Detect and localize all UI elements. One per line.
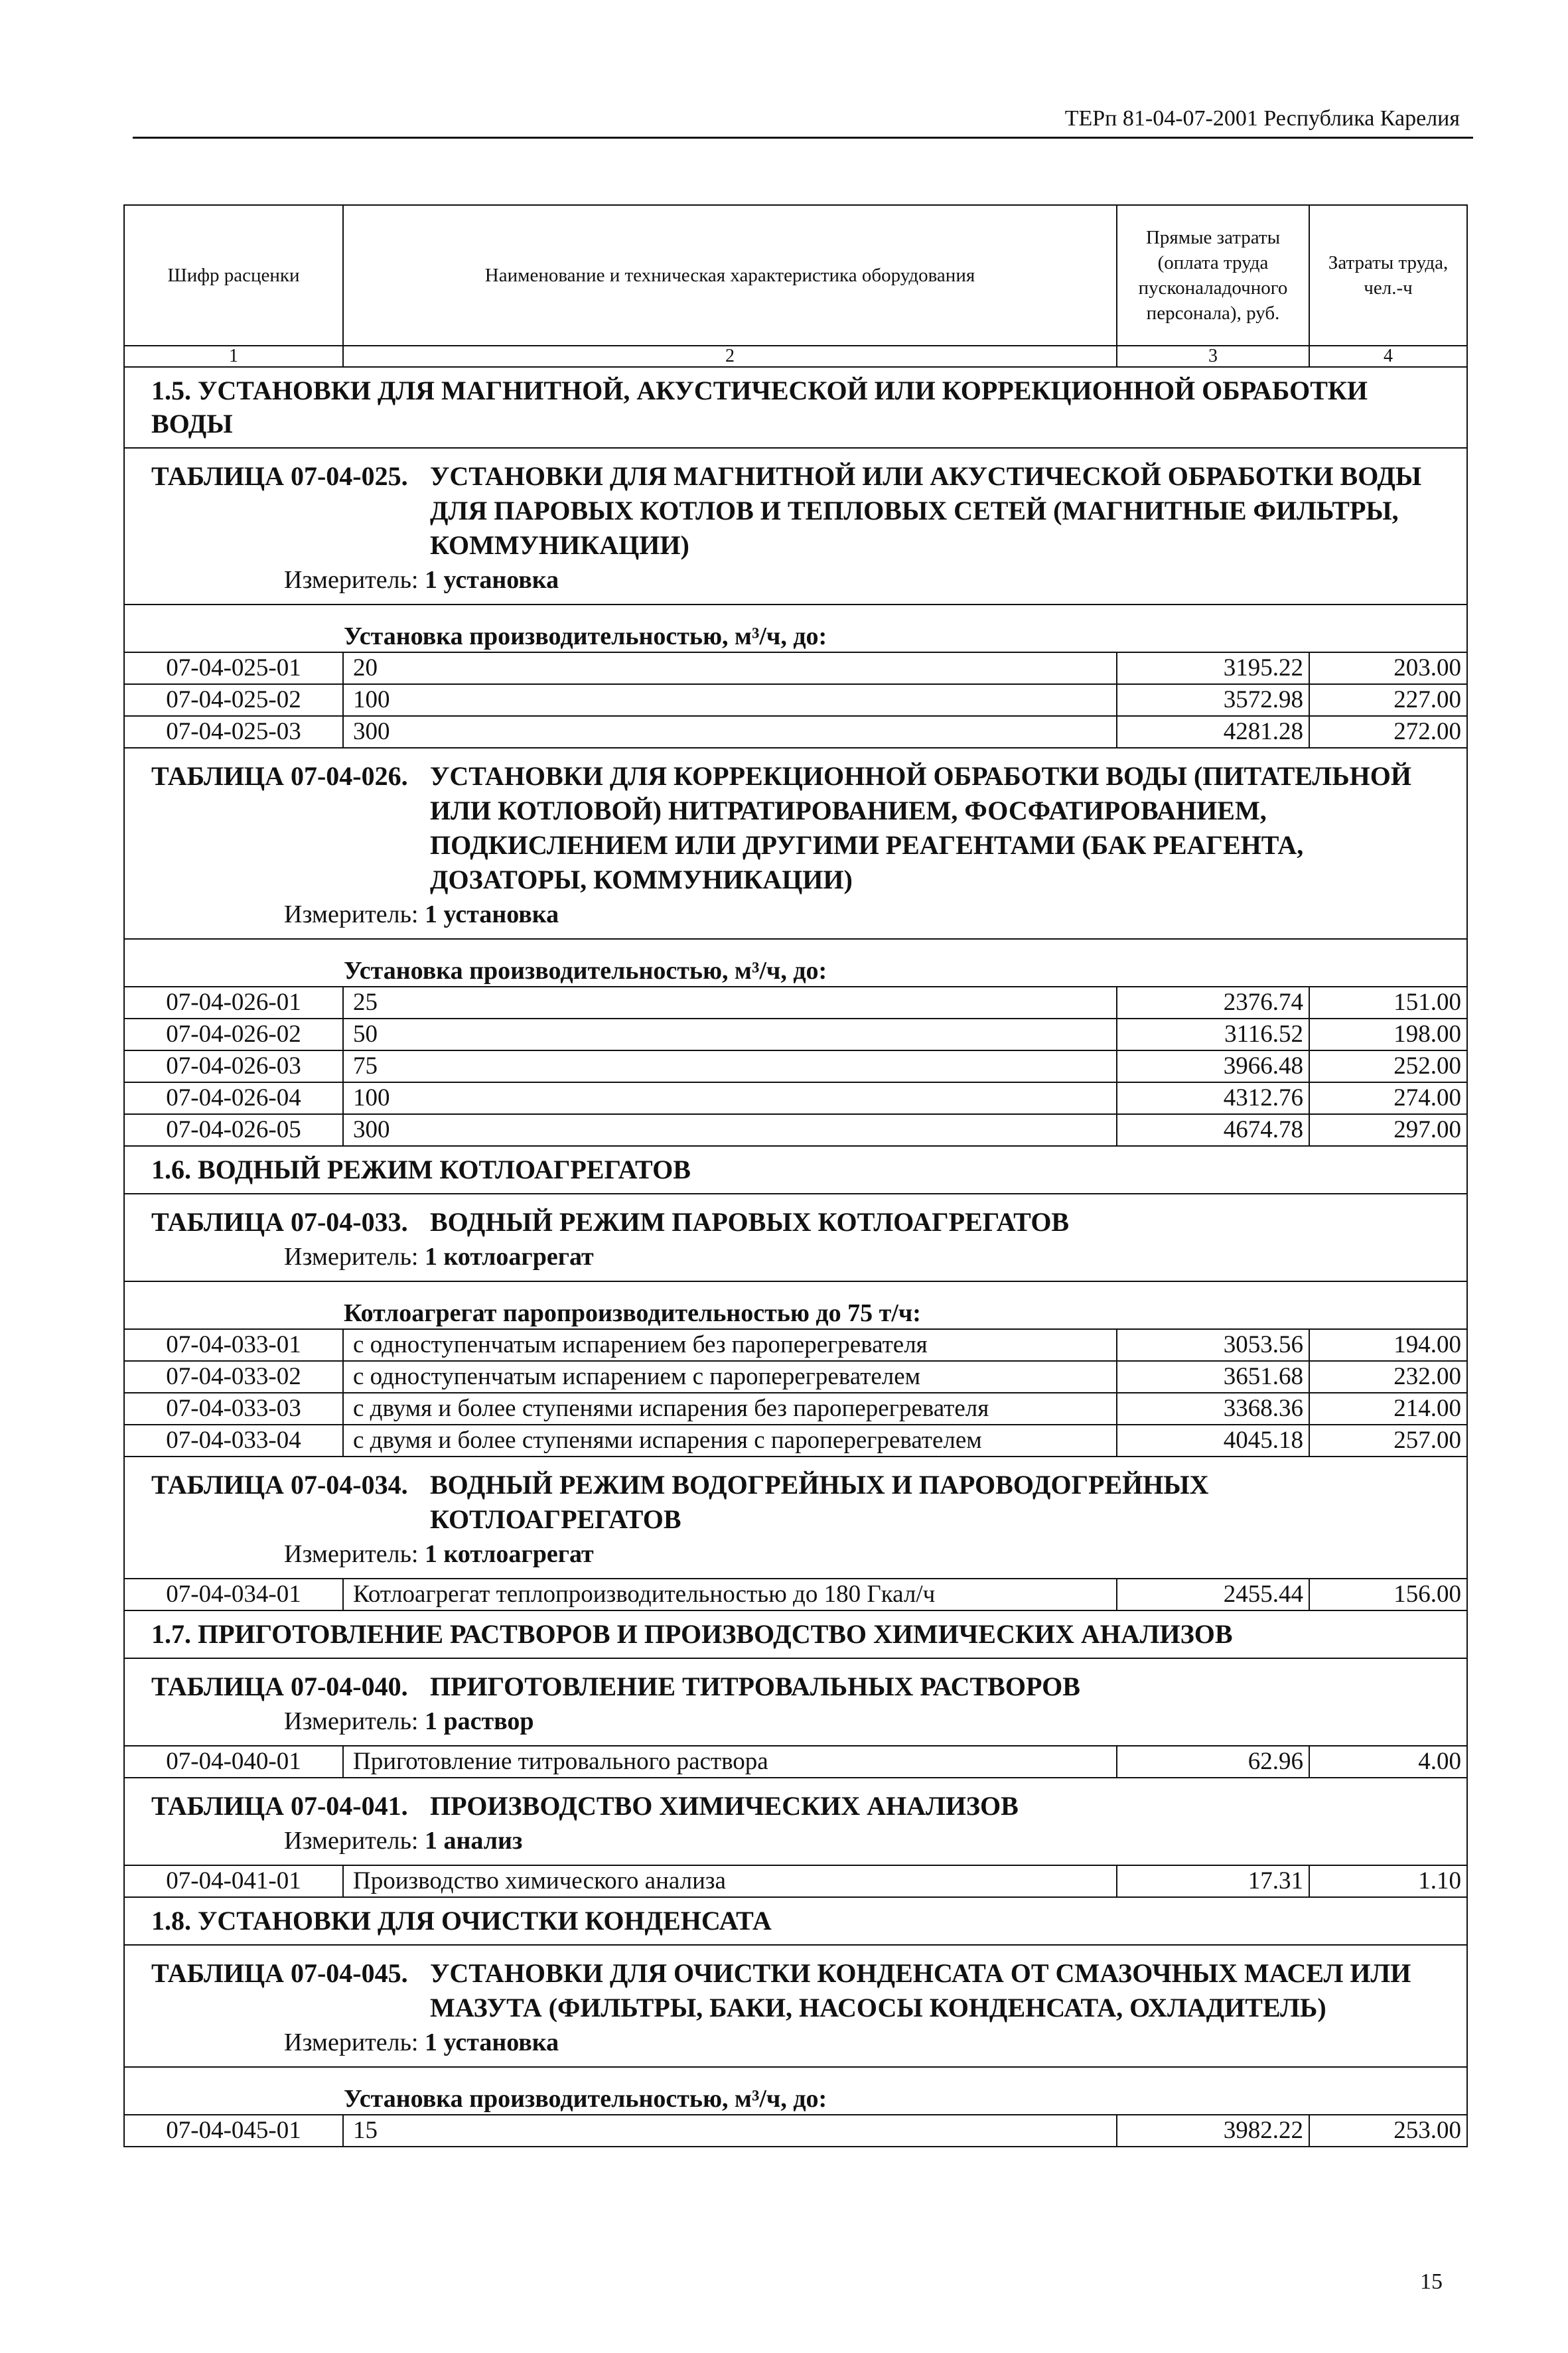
table-title: ПРИГОТОВЛЕНИЕ ТИТРОВАЛЬНЫХ РАСТВОРОВ [430, 1672, 1080, 1701]
measure-line [151, 1704, 1440, 1739]
rate-labor: 297.00 [1309, 1114, 1467, 1146]
table-row [124, 1746, 1467, 1778]
table-row [124, 1114, 1467, 1146]
table-title: ВОДНЫЙ РЕЖИМ ПАРОВЫХ КОТЛОАГРЕГАТОВ [430, 1207, 1070, 1237]
rate-cost: 3966.48 [1117, 1050, 1309, 1082]
table-row [124, 1361, 1467, 1393]
subheader: Установка производительностью, м³/ч, до: [124, 605, 1467, 652]
rate-code: 07-04-045-01 [124, 2115, 343, 2147]
measure-label: Измеритель: [284, 1827, 419, 1855]
table-heading [124, 748, 1467, 939]
table-row [124, 1050, 1467, 1082]
rate-code: 07-04-026-01 [124, 987, 343, 1019]
rate-name: Приготовление титровального раствора [343, 1746, 1117, 1778]
rate-cost: 17.31 [1117, 1865, 1309, 1897]
table-row [124, 684, 1467, 716]
subheader-row [124, 1281, 1467, 1329]
rate-cost: 4045.18 [1117, 1425, 1309, 1457]
rate-labor: 253.00 [1309, 2115, 1467, 2147]
table-number: ТАБЛИЦА 07-04-040. [151, 1672, 408, 1701]
table-heading-row [124, 1658, 1467, 1746]
measure-unit: 1 котлоагрегат [425, 1540, 594, 1568]
section-heading-row [124, 1610, 1467, 1658]
table-heading-row [124, 1945, 1467, 2067]
measure-line [151, 1537, 1440, 1571]
rate-code: 07-04-033-02 [124, 1361, 343, 1393]
rate-code: 07-04-026-04 [124, 1082, 343, 1114]
rate-labor: 198.00 [1309, 1019, 1467, 1050]
rate-name: 15 [343, 2115, 1117, 2147]
measure-line [151, 1823, 1440, 1858]
rate-code: 07-04-026-02 [124, 1019, 343, 1050]
subheader: Установка производительностью, м³/ч, до: [124, 2067, 1467, 2115]
rate-name: 50 [343, 1019, 1117, 1050]
col-number: 1 [124, 346, 343, 367]
rate-labor: 1.10 [1309, 1865, 1467, 1897]
col-number: 4 [1309, 346, 1467, 367]
table-number: ТАБЛИЦА 07-04-045. [151, 1958, 408, 1988]
rate-labor: 232.00 [1309, 1361, 1467, 1393]
measure-label: Измеритель: [284, 1540, 419, 1568]
measure-line [151, 897, 1440, 932]
rate-name: с одноступенчатым испарением с пароперегревателем [343, 1361, 1117, 1393]
running-title: ТЕРп 81-04-07-2001 Республика Карелия [1064, 106, 1460, 131]
table-title-block [151, 1468, 1440, 1537]
table-title: УСТАНОВКИ ДЛЯ МАГНИТНОЙ ИЛИ АКУСТИЧЕСКОЙ ОБРАБОТКИ ВОДЫ ДЛЯ ПАРОВЫХ КОТЛОВ И ТЕПЛОВЫХ СЕТЕЙ (МАГНИТНЫЕ ФИЛЬТРЫ, КОММУНИКАЦИИ) [430, 461, 1422, 560]
measure-label: Измеритель: [284, 566, 419, 594]
table-row [124, 1393, 1467, 1425]
table-heading-row [124, 1457, 1467, 1579]
table-title: УСТАНОВКИ ДЛЯ КОРРЕКЦИОННОЙ ОБРАБОТКИ ВОДЫ (ПИТАТЕЛЬНОЙ ИЛИ КОТЛОВОЙ) НИТРАТИРОВАНИЕМ, ФОСФАТИРОВАНИЕМ, ПОДКИСЛЕНИЕМ ИЛИ ДРУГИМИ РЕАГЕНТАМИ (БАК РЕАГЕНТА, ДОЗАТОРЫ, КОММУНИКАЦИИ) [430, 761, 1411, 894]
rate-labor: 156.00 [1309, 1579, 1467, 1610]
measure-unit: 1 установка [425, 900, 559, 928]
rate-cost: 3982.22 [1117, 2115, 1309, 2147]
rate-cost: 3572.98 [1117, 684, 1309, 716]
rate-labor: 252.00 [1309, 1050, 1467, 1082]
subheader: Котлоагрегат паропроизводительностью до 75 т/ч: [124, 1281, 1467, 1329]
rate-name: Производство химического анализа [343, 1865, 1117, 1897]
rate-cost: 3053.56 [1117, 1329, 1309, 1361]
rate-name: 75 [343, 1050, 1117, 1082]
rate-name: 300 [343, 716, 1117, 748]
table-heading-row [124, 1194, 1467, 1281]
rate-name: 100 [343, 684, 1117, 716]
rate-labor: 227.00 [1309, 684, 1467, 716]
table-row [124, 1329, 1467, 1361]
table-heading [124, 448, 1467, 605]
table-number: ТАБЛИЦА 07-04-034. [151, 1470, 408, 1500]
table-number: ТАБЛИЦА 07-04-033. [151, 1207, 408, 1237]
rate-labor: 272.00 [1309, 716, 1467, 748]
section-title: 1.7. ПРИГОТОВЛЕНИЕ РАСТВОРОВ И ПРОИЗВОДСТВО ХИМИЧЕСКИХ АНАЛИЗОВ [124, 1610, 1467, 1658]
table-title-block [151, 1205, 1440, 1240]
table-heading [124, 1778, 1467, 1865]
rate-name: с одноступенчатым испарением без пароперегревателя [343, 1329, 1117, 1361]
table-title: УСТАНОВКИ ДЛЯ ОЧИСТКИ КОНДЕНСАТА ОТ СМАЗОЧНЫХ МАСЕЛ ИЛИ МАЗУТА (ФИЛЬТРЫ, БАКИ, НАСОСЫ КОНДЕНСАТА, ОХЛАДИТЕЛЬ) [430, 1958, 1411, 2023]
table-row [124, 1082, 1467, 1114]
rate-cost: 3368.36 [1117, 1393, 1309, 1425]
rate-code: 07-04-033-01 [124, 1329, 343, 1361]
col-header-name: Наименование и техническая характеристика оборудования [343, 205, 1117, 346]
table-title: ПРОИЗВОДСТВО ХИМИЧЕСКИХ АНАЛИЗОВ [430, 1791, 1019, 1821]
rate-code: 07-04-033-03 [124, 1393, 343, 1425]
table-row [124, 716, 1467, 748]
col-header-code: Шифр расценки [124, 205, 343, 346]
rates-table [123, 204, 1468, 2147]
table-number: ТАБЛИЦА 07-04-026. [151, 761, 408, 791]
table-title-block [151, 1789, 1440, 1823]
measure-unit: 1 раствор [425, 1707, 534, 1735]
rate-cost: 2376.74 [1117, 987, 1309, 1019]
rate-code: 07-04-025-03 [124, 716, 343, 748]
rate-labor: 274.00 [1309, 1082, 1467, 1114]
col-header-labor: Затраты труда, чел.-ч [1309, 205, 1467, 346]
measure-label: Измеритель: [284, 1707, 419, 1735]
col-number: 2 [343, 346, 1117, 367]
table-title-block [151, 1956, 1440, 2025]
rate-name: 300 [343, 1114, 1117, 1146]
table-heading [124, 1457, 1467, 1579]
table-row [124, 652, 1467, 684]
rate-code: 07-04-034-01 [124, 1579, 343, 1610]
table-row [124, 987, 1467, 1019]
rate-cost: 2455.44 [1117, 1579, 1309, 1610]
rate-cost: 3651.68 [1117, 1361, 1309, 1393]
table-title: ВОДНЫЙ РЕЖИМ ВОДОГРЕЙНЫХ И ПАРОВОДОГРЕЙНЫХ КОТЛОАГРЕГАТОВ [430, 1470, 1209, 1534]
table-heading-row [124, 1778, 1467, 1865]
subheader-row [124, 605, 1467, 652]
rate-cost: 4312.76 [1117, 1082, 1309, 1114]
measure-label: Измеритель: [284, 900, 419, 928]
table-heading [124, 1945, 1467, 2067]
rate-name: 25 [343, 987, 1117, 1019]
rate-labor: 194.00 [1309, 1329, 1467, 1361]
rate-code: 07-04-026-03 [124, 1050, 343, 1082]
section-title: 1.6. ВОДНЫЙ РЕЖИМ КОТЛОАГРЕГАТОВ [124, 1146, 1467, 1194]
rate-name: с двумя и более ступенями испарения с пароперегревателем [343, 1425, 1117, 1457]
rate-name: 100 [343, 1082, 1117, 1114]
measure-unit: 1 анализ [425, 1827, 523, 1855]
table-title-block [151, 1670, 1440, 1704]
rate-labor: 214.00 [1309, 1393, 1467, 1425]
subheader-row [124, 939, 1467, 987]
section-heading-row [124, 1897, 1467, 1945]
rate-cost: 4674.78 [1117, 1114, 1309, 1146]
table-title-block [151, 459, 1440, 563]
rate-cost: 4281.28 [1117, 716, 1309, 748]
measure-line [151, 1240, 1440, 1274]
measure-unit: 1 установка [425, 566, 559, 594]
section-title: 1.8. УСТАНОВКИ ДЛЯ ОЧИСТКИ КОНДЕНСАТА [124, 1897, 1467, 1945]
measure-unit: 1 установка [425, 2029, 559, 2056]
section-heading-row [124, 367, 1467, 448]
table-title-block [151, 759, 1440, 897]
measure-label: Измеритель: [284, 1243, 419, 1271]
rate-code: 07-04-026-05 [124, 1114, 343, 1146]
table-row [124, 1579, 1467, 1610]
section-heading-row [124, 1146, 1467, 1194]
table-row [124, 2115, 1467, 2147]
rate-code: 07-04-041-01 [124, 1865, 343, 1897]
rate-name: с двумя и более ступенями испарения без пароперегревателя [343, 1393, 1117, 1425]
col-header-cost: Прямые затраты (оплата труда пусконаладочного персонала), руб. [1117, 205, 1309, 346]
table-heading-row [124, 748, 1467, 939]
col-number: 3 [1117, 346, 1309, 367]
subheader: Установка производительностью, м³/ч, до: [124, 939, 1467, 987]
rate-code: 07-04-025-01 [124, 652, 343, 684]
rate-labor: 4.00 [1309, 1746, 1467, 1778]
table-row [124, 1865, 1467, 1897]
rate-code: 07-04-025-02 [124, 684, 343, 716]
column-header-row [124, 205, 1467, 346]
measure-label: Измеритель: [284, 2029, 419, 2056]
rate-labor: 151.00 [1309, 987, 1467, 1019]
measure-unit: 1 котлоагрегат [425, 1243, 594, 1271]
rate-labor: 203.00 [1309, 652, 1467, 684]
table-row [124, 1425, 1467, 1457]
measure-line [151, 563, 1440, 597]
rate-cost: 3116.52 [1117, 1019, 1309, 1050]
rate-cost: 62.96 [1117, 1746, 1309, 1778]
table-heading [124, 1658, 1467, 1746]
rate-labor: 257.00 [1309, 1425, 1467, 1457]
rates-document [123, 204, 1466, 2147]
page-number: 15 [1420, 2269, 1443, 2294]
table-number: ТАБЛИЦА 07-04-025. [151, 461, 408, 491]
table-heading [124, 1194, 1467, 1281]
table-row [124, 1019, 1467, 1050]
measure-line [151, 2025, 1440, 2060]
table-number: ТАБЛИЦА 07-04-041. [151, 1791, 408, 1821]
header-rule [133, 137, 1473, 139]
rate-code: 07-04-033-04 [124, 1425, 343, 1457]
column-number-row [124, 346, 1467, 367]
rate-code: 07-04-040-01 [124, 1746, 343, 1778]
table-heading-row [124, 448, 1467, 605]
rate-cost: 3195.22 [1117, 652, 1309, 684]
section-title: 1.5. УСТАНОВКИ ДЛЯ МАГНИТНОЙ, АКУСТИЧЕСКОЙ ИЛИ КОРРЕКЦИОННОЙ ОБРАБОТКИ ВОДЫ [124, 367, 1467, 448]
rate-name: 20 [343, 652, 1117, 684]
rate-name: Котлоагрегат теплопроизводительностью до 180 Гкал/ч [343, 1579, 1117, 1610]
subheader-row [124, 2067, 1467, 2115]
